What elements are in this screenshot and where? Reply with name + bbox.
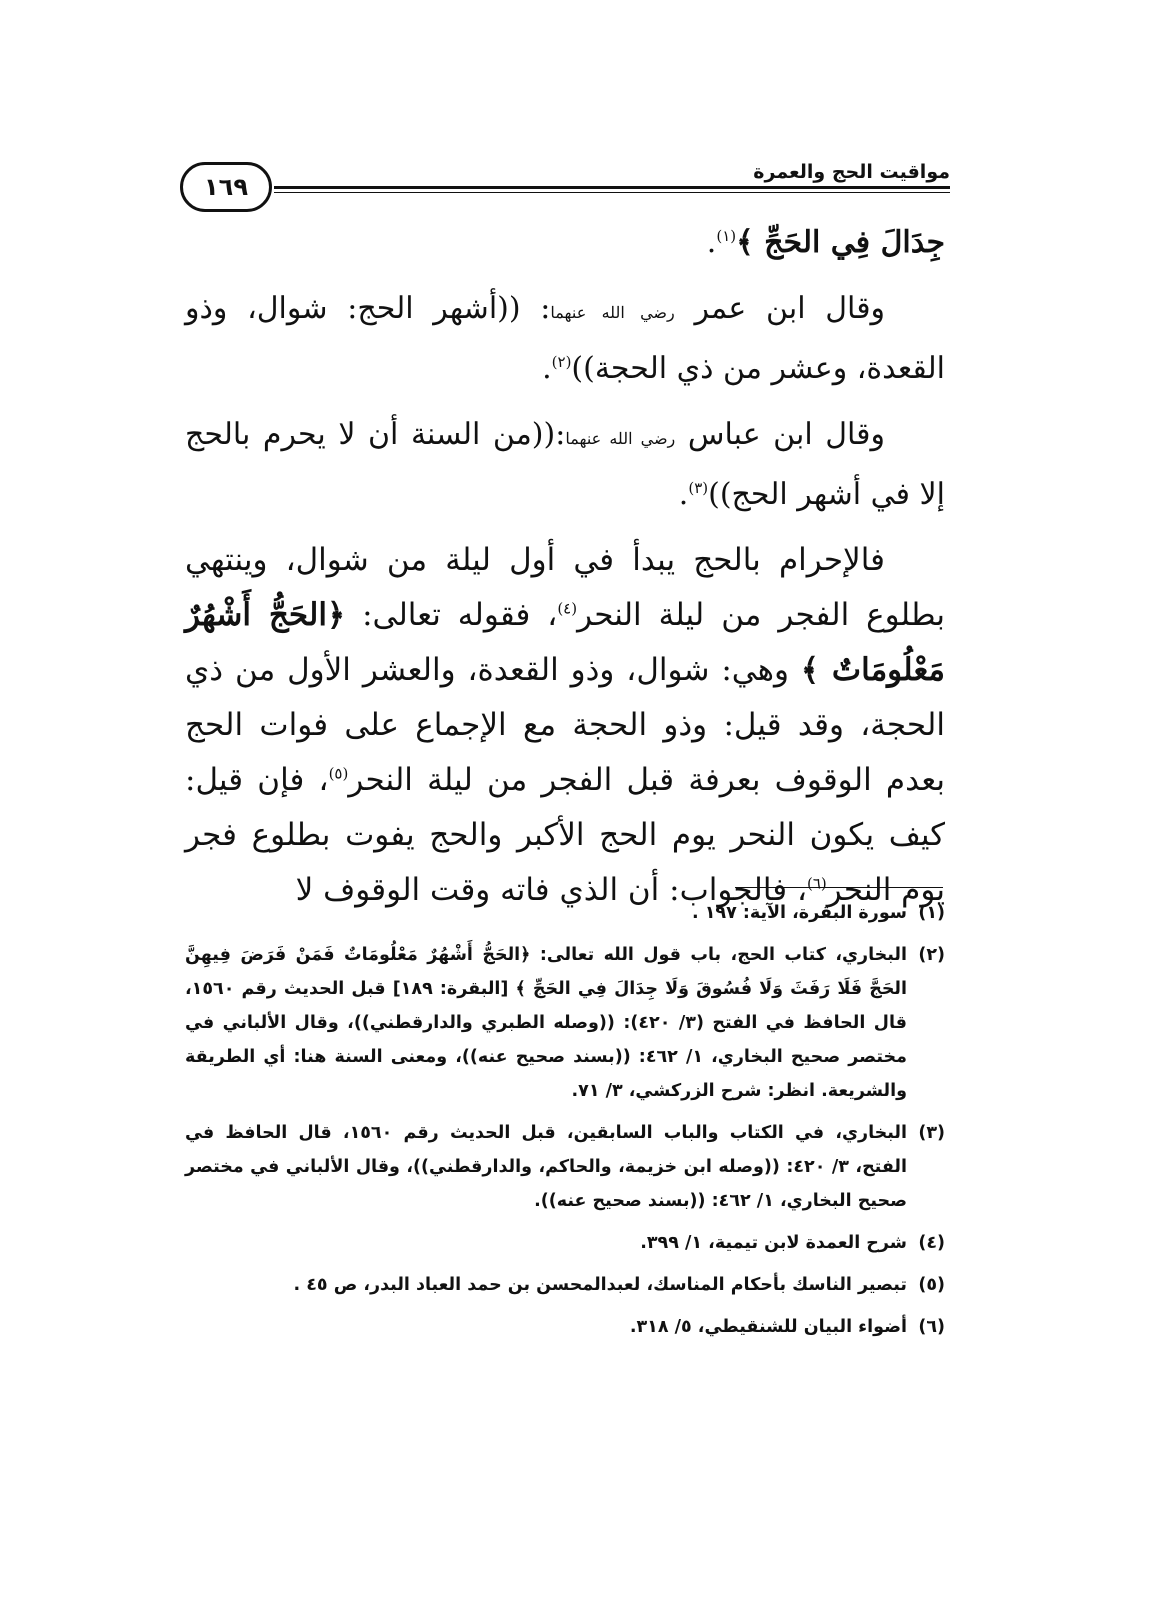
footnote-text: سورة البقرة، الآية: ١٩٧ . (691, 903, 907, 923)
footnote-number: (٥) (918, 1275, 945, 1295)
page-header (180, 160, 950, 220)
footnote-6 (185, 1310, 945, 1344)
footnotes (185, 896, 945, 1352)
tail: . (706, 225, 717, 260)
footnote-4 (185, 1226, 945, 1260)
paragraph-2 (185, 281, 945, 397)
text-c: وهي: شوال، وذو القعدة، والعشر الأول من ذي الحجة، وقد قيل: وذو الحجة مع الإجماع على فوات الحج بعدم الوقوف بعرفة قبل الفجر من ليلة النحر (185, 652, 945, 798)
footnote-3 (185, 1116, 945, 1218)
paragraph-4 (185, 533, 945, 918)
main-text (185, 215, 945, 928)
text-b: ، فقوله تعالى: (345, 597, 558, 633)
tail: . (542, 351, 552, 386)
footnote-number: (٦) (918, 1317, 945, 1337)
tail: . (678, 477, 689, 512)
honorific: رضي الله عنهما (550, 303, 675, 322)
header-rule-thick (274, 186, 950, 189)
lead: وقال ابن عباس (687, 417, 886, 452)
text-a: فالإحرام بالحج يبدأ في أول ليلة من شوال، وينتهي بطلوع الفجر من ليلة النحر (185, 542, 945, 633)
footnote-5 (185, 1268, 945, 1302)
footnote-text: تبصير الناسك بأحكام المناسك، لعبدالمحسن بن حمد العباد البدر، ص ٤٥ . (293, 1275, 907, 1295)
footnote-1 (185, 896, 945, 930)
footnote-ref-3: (٣) (688, 479, 709, 497)
footnote-number: (٤) (918, 1233, 945, 1253)
paragraph-1 (185, 215, 945, 271)
header-rule-thin (274, 192, 950, 193)
footnote-ref-5: (٥) (328, 764, 349, 783)
footnote-text: البخاري، كتاب الحج، باب قول الله تعالى: ﴿الحَجُّ أَشْهُرٌ مَعْلُومَاتٌ فَمَنْ فَرَضَ فِيهِنَّ الحَجَّ فَلَا رَفَثَ وَلَا فُسُوقَ وَلَا جِدَالَ فِي الحَجِّ ﴾ [البقرة: ١٨٩] قبل الحديث رقم ١٥٦٠، قال الحافظ في الفتح (٣/ ٤٢٠): ((وصله الطبري والدارقطني))، وقال الألباني في مختصر صحيح البخاري، ١/ ٤٦٢: ((بسند صحيح عنه))، ومعنى السنة هنا: أي الطريقة والشريعة. انظر: شرح الزركشي، ٣/ ٧١. (185, 945, 908, 1101)
honorific: رضي الله عنهما (565, 429, 676, 448)
footnote-number: (٣) (918, 1123, 945, 1143)
verse-fragment: جِدَالَ فِي الحَجِّ ﴾ (736, 225, 945, 260)
footnote-text: البخاري، في الكتاب والباب السابقين، قبل الحديث رقم ١٥٦٠، قال الحافظ في الفتح، ٣/ ٤٢٠: ((وصله ابن خزيمة، والحاكم، والدارقطني))، وقال الألباني في مختصر صحيح البخاري، ١/ ٤٦٢: ((بسند صحيح عنه)). (185, 1123, 907, 1211)
paragraph-3 (185, 407, 945, 523)
running-title: مواقيت الحج والعمرة (741, 160, 950, 184)
footnote-ref-4: (٤) (557, 599, 578, 618)
text-e: ، فالجواب: أن الذي فاته وقت الوقوف لا (295, 872, 807, 908)
footnote-ref-2: (٢) (551, 353, 572, 371)
lead: وقال ابن عمر (694, 291, 886, 326)
footnote-number: (٢) (918, 945, 945, 965)
quote: : ((أشهر الحج: شوال، وذو القعدة، وعشر من ذي الحجة)) (185, 291, 945, 386)
footnote-number: (١) (918, 903, 945, 923)
text-d: ، فإن قيل: كيف يكون النحر يوم الحج الأكبر والحج يفوت بطلوع فجر يوم النحر (185, 762, 945, 908)
footnote-separator (735, 887, 943, 888)
footnote-text: أضواء البيان للشنقيطي، ٥/ ٣١٨. (629, 1317, 907, 1337)
footnote-text: شرح العمدة لابن تيمية، ١/ ٣٩٩. (640, 1233, 907, 1253)
footnote-2 (185, 938, 945, 1108)
verse-quote: ﴿الحَجُّ أَشْهُرٌ مَعْلُومَاتٌ ﴾ (185, 597, 946, 688)
footnote-ref-6: (٦) (807, 874, 827, 893)
footnote-ref-1: (١) (716, 227, 737, 245)
page-number-badge: ١٦٩ (180, 162, 272, 212)
quote: :((من السنة أن لا يحرم بالحج إلا في أشهر الحج)) (185, 417, 945, 512)
